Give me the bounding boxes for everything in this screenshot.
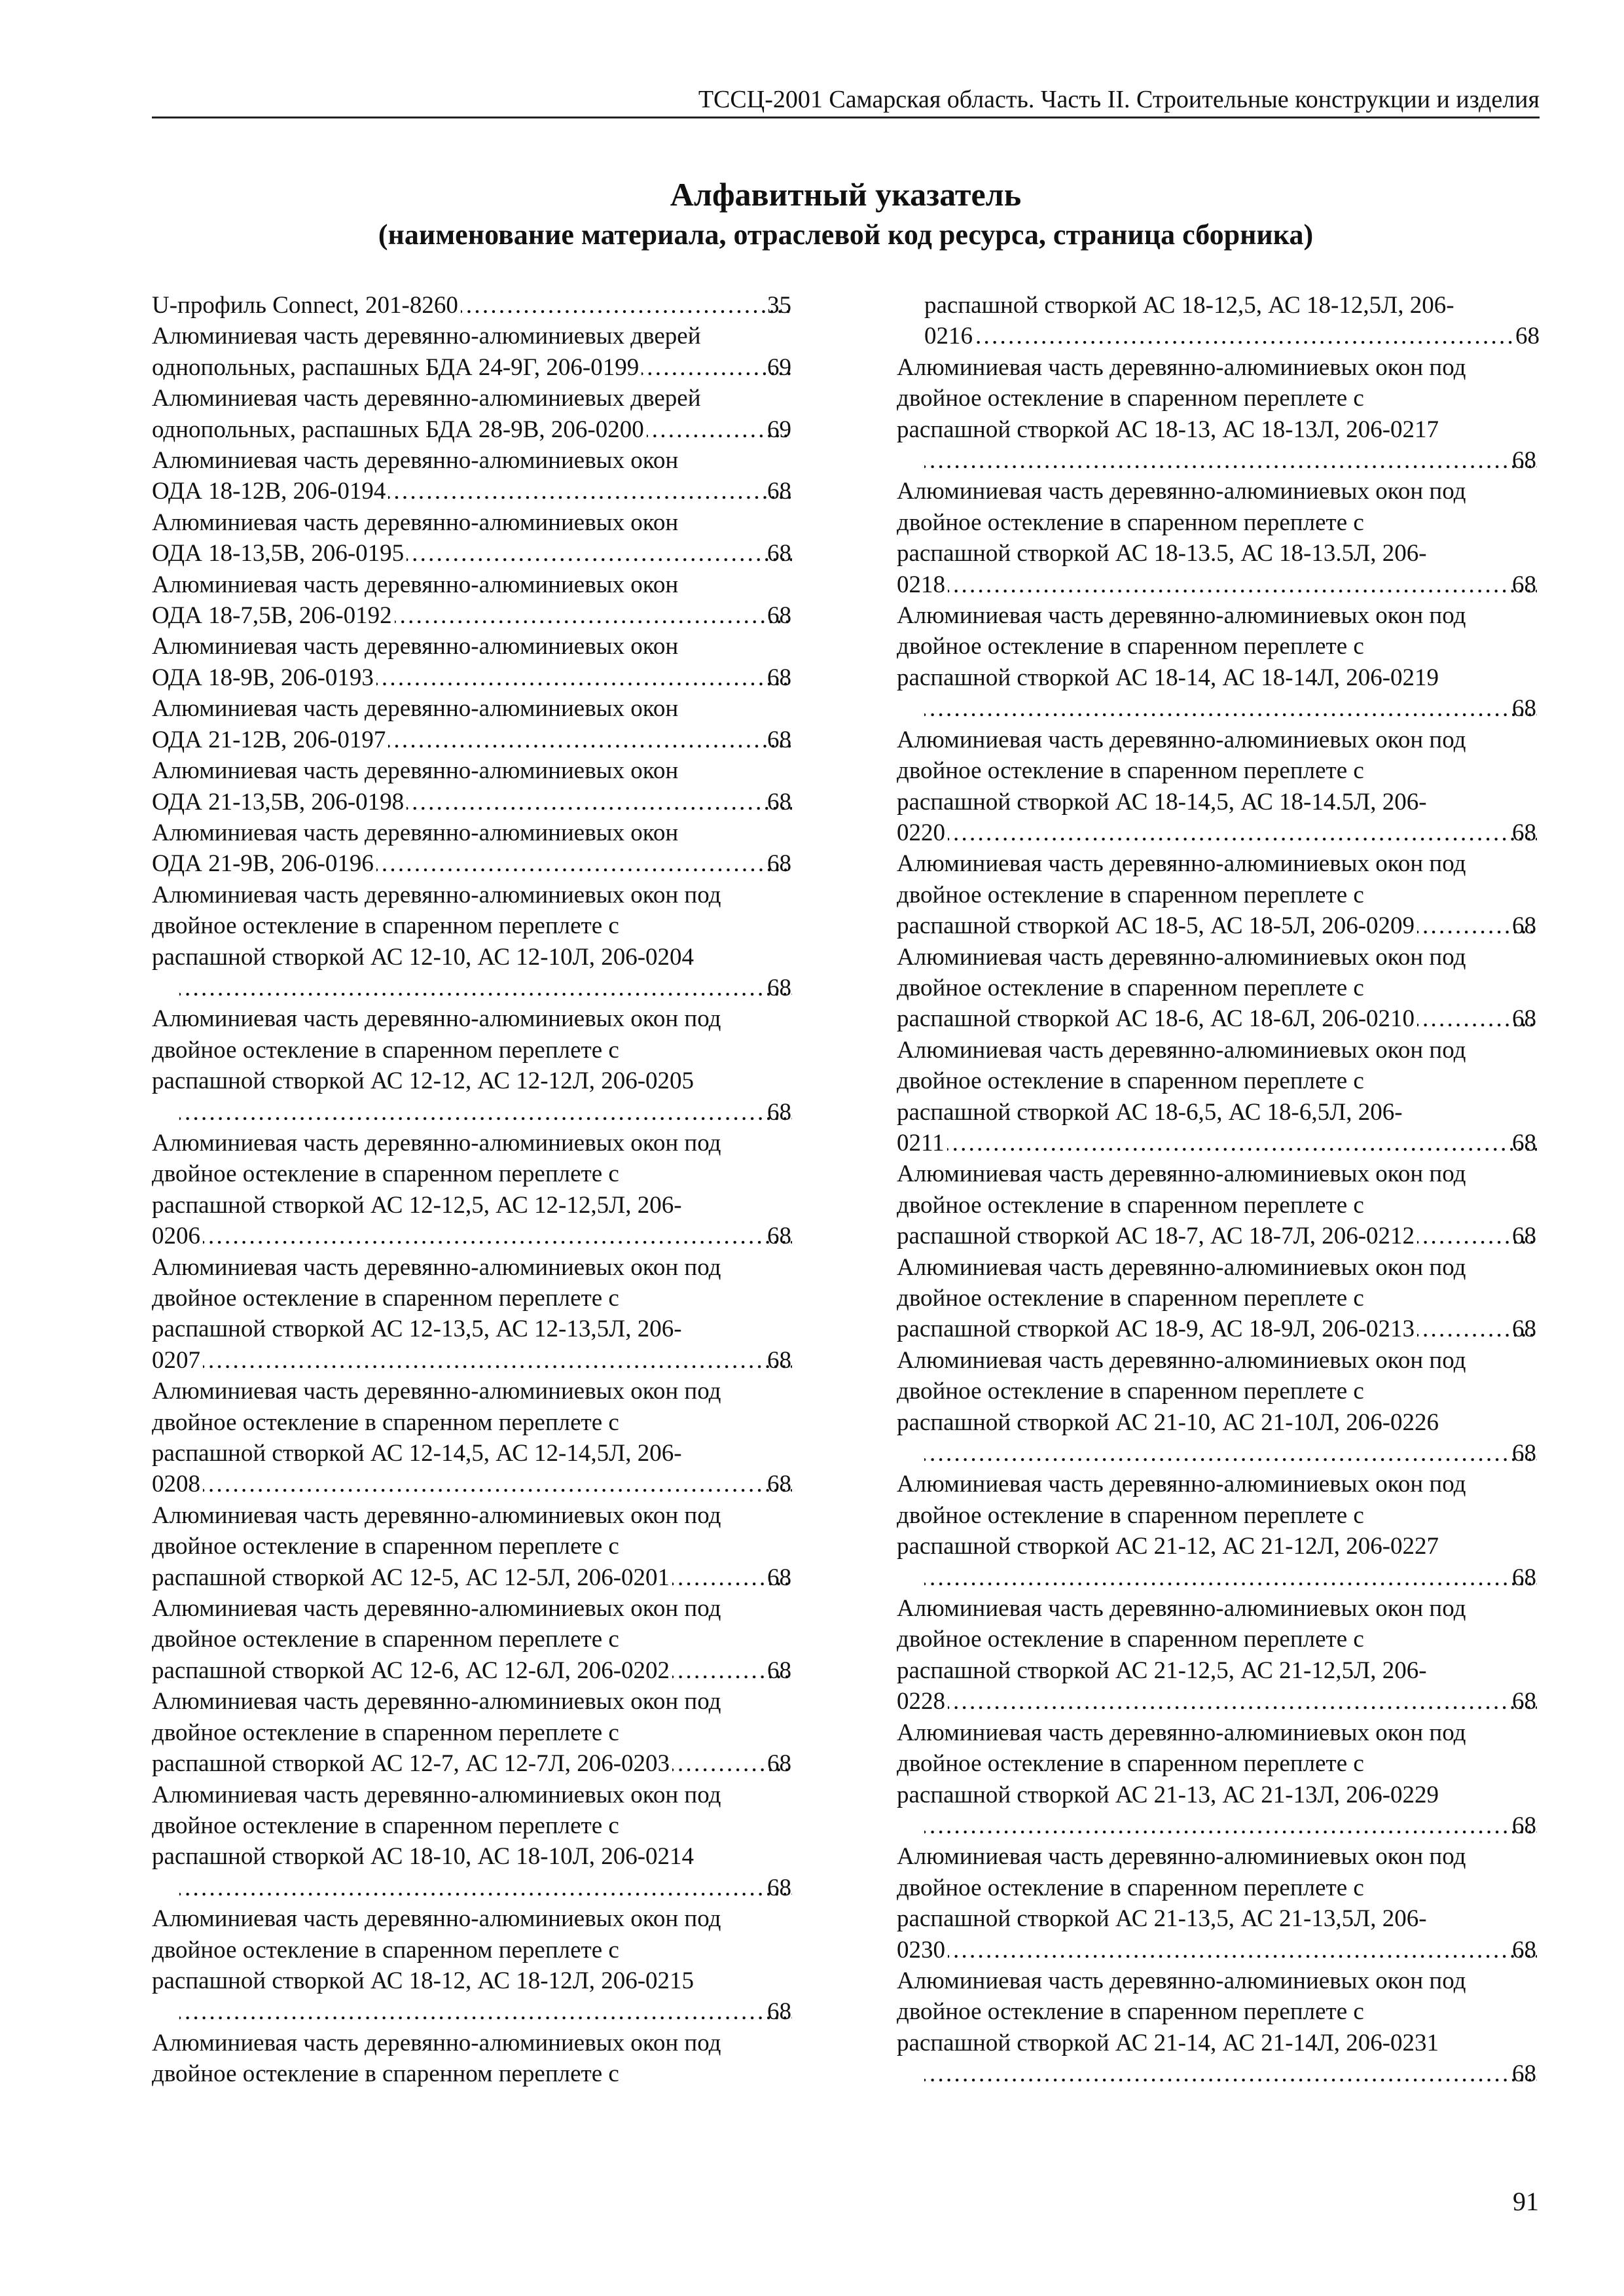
entry-leader-line: однопольных, распашных БДА 28-9В, 206-0200 . . . 69	[179, 414, 795, 445]
entry-text: ОДА 21-13,5В, 206-0198	[152, 788, 405, 816]
entry-text: распашной створкой АС 18-6, АС 18-6Л, 206-0210	[897, 1005, 1415, 1033]
index-entry	[897, 1252, 1540, 1345]
entry-leader-line: 0228 . . . 68	[924, 1686, 1540, 1717]
dot-leader	[948, 569, 1537, 600]
entry-text: распашной створкой АС 18-7, АС 18-7Л, 206-0212	[897, 1223, 1415, 1250]
dot-leader	[388, 725, 792, 755]
index-column-right	[897, 290, 1540, 2090]
dot-leader	[179, 1097, 792, 1128]
entry-leader-line: распашной створкой АС 18-7, АС 18-7Л, 206-0212 . . . 68	[924, 1221, 1540, 1251]
dot-leader	[975, 321, 1513, 351]
entry-line: Алюминиевая часть деревянно-алюминиевых окон под	[152, 881, 721, 908]
dot-leader	[948, 817, 1537, 848]
entry-line: распашной створкой АС 18-10, АС 18-10Л, 206-0214	[152, 1843, 695, 1871]
entry-line: распашной створкой АС 12-10, АС 12-10Л, 206-0204	[152, 943, 695, 971]
entry-line: Алюминиевая часть деревянно-алюминиевых окон	[152, 757, 679, 785]
dot-leader	[924, 1562, 1537, 1593]
entry-line: Алюминиевая часть деревянно-алюминиевых дверей	[152, 323, 701, 350]
index-entry	[152, 445, 795, 507]
entry-text: 0230	[897, 1936, 945, 1964]
entry-leader-line: распашной створкой АС 18-5, АС 18-5Л, 206-0209 . . . 68	[924, 910, 1540, 941]
entry-line: двойное остекление в спаренном переплете с	[152, 1719, 619, 1746]
dot-leader	[948, 1686, 1537, 1717]
dot-leader	[376, 662, 792, 693]
entry-line: двойное остекление в спаренном переплете с	[152, 912, 619, 940]
index-entry	[897, 352, 1540, 476]
entry-leader-line: . . . 68	[179, 1873, 795, 1903]
entry-text: 0211	[897, 1129, 945, 1157]
entry-leader-line: ОДА 21-12В, 206-0197 . . . 68	[179, 725, 795, 755]
entry-leader-line: распашной створкой АС 12-7, АС 12-7Л, 206-0203 . . . 68	[179, 1748, 795, 1779]
entry-line: Алюминиевая часть деревянно-алюминиевых окон под	[897, 850, 1466, 878]
entry-line: Алюминиевая часть деревянно-алюминиевых окон под	[897, 726, 1466, 753]
entry-line: распашной створкой АС 21-14, АС 21-14Л, 206-0231	[897, 2029, 1439, 2056]
index-entry	[152, 1780, 795, 1904]
entry-line: Алюминиевая часть деревянно-алюминиевых окон под	[897, 478, 1466, 505]
dot-leader	[924, 693, 1537, 724]
entry-leader-line: . . . 68	[179, 973, 795, 1003]
dot-leader	[179, 1996, 792, 2027]
entry-line: двойное остекление в спаренном переплете с	[897, 1285, 1364, 1312]
entry-line: распашной створкой АС 12-12, АС 12-12Л, 206-0205	[152, 1067, 695, 1095]
index-entry	[897, 1593, 1540, 1717]
index-entry	[897, 1469, 1540, 1593]
entry-line: двойное остекление в спаренном переплете с	[897, 881, 1364, 908]
entry-line: двойное остекление в спаренном переплете с	[152, 1285, 619, 1312]
index-title: Алфавитный указатель	[670, 176, 1022, 213]
index-entry	[152, 1686, 795, 1779]
entry-text: распашной створкой АС 18-5, АС 18-5Л, 206-0209	[897, 912, 1415, 940]
entry-text: 0218	[897, 571, 945, 598]
index-entry	[897, 848, 1540, 941]
entry-text: U-профиль Connect, 201-8260	[152, 292, 458, 319]
entry-line: Алюминиевая часть деревянно-алюминиевых окон под	[152, 1688, 721, 1715]
page-number: 91	[1513, 2187, 1539, 2216]
entry-leader-line: ОДА 18-13,5В, 206-0195 . . . 68	[179, 538, 795, 569]
entry-leader-line: 0230 . . . 68	[924, 1935, 1540, 1965]
entry-text: ОДА 18-13,5В, 206-0195	[152, 540, 405, 567]
dot-leader	[948, 1935, 1537, 1965]
entry-line: распашной створкой АС 18-13, АС 18-13Л, 206-0217	[897, 416, 1439, 443]
entry-line: распашной створкой АС 21-13,5, АС 21-13,5Л, 206-	[897, 1905, 1427, 1933]
entry-line: Алюминиевая часть деревянно-алюминиевых окон под	[897, 1843, 1466, 1871]
index-entry	[897, 942, 1540, 1035]
index-entry	[897, 1717, 1540, 1842]
entry-line: Алюминиевая часть деревянно-алюминиевых окон под	[897, 1967, 1466, 1994]
index-entry	[152, 880, 795, 1004]
entry-line: двойное остекление в спаренном переплете с	[897, 1501, 1364, 1529]
entry-line: двойное остекление в спаренном переплете с	[152, 1036, 619, 1064]
index-title-block	[152, 173, 1540, 255]
entry-text: ОДА 18-7,5В, 206-0192	[152, 602, 392, 630]
dot-leader	[947, 1128, 1537, 1158]
entry-text: 0220	[897, 819, 945, 846]
entry-line: Алюминиевая часть деревянно-алюминиевых окон под	[152, 1005, 721, 1033]
index-entry	[152, 631, 795, 693]
entry-line: Алюминиевая часть деревянно-алюминиевых окон	[152, 447, 679, 475]
entry-line: двойное остекление в спаренном переплете с	[152, 1533, 619, 1560]
index-subtitle: (наименование материала, отраслевой код ресурса, страница сборника)	[378, 219, 1314, 251]
entry-line: распашной створкой АС 18-12, АС 18-12Л, 206-0215	[152, 1967, 695, 1994]
entry-line: двойное остекление в спаренном переплете с	[897, 1998, 1364, 2026]
index-column-left	[152, 290, 795, 2090]
entry-line: Алюминиевая часть деревянно-алюминиевых окон под	[152, 1501, 721, 1529]
entry-line: Алюминиевая часть деревянно-алюминиевых окон	[152, 695, 679, 723]
index-entry	[152, 290, 795, 321]
dot-leader	[406, 787, 792, 817]
entry-text: распашной створкой АС 12-7, АС 12-7Л, 206-0203	[152, 1750, 670, 1778]
dot-leader	[924, 1438, 1537, 1469]
entry-line: распашной створкой АС 18-6,5, АС 18-6,5Л, 206-	[897, 1098, 1403, 1126]
index-entry	[152, 321, 795, 383]
entry-text: 0206	[152, 1223, 200, 1250]
entry-page-number: 68	[1515, 323, 1540, 350]
index-entry	[897, 1158, 1540, 1251]
index-entry	[152, 1376, 795, 1500]
entry-text: распашной створкой АС 18-9, АС 18-9Л, 206-0213	[897, 1316, 1415, 1343]
entry-leader-line: . . . 68	[924, 693, 1540, 724]
entry-text: распашной створкой АС 12-6, АС 12-6Л, 206-0202	[152, 1657, 670, 1684]
entry-line: двойное остекление в спаренном переплете с	[897, 974, 1364, 1001]
entry-line: двойное остекление в спаренном переплете с	[897, 633, 1364, 660]
entry-line: Алюминиевая часть деревянно-алюминиевых окон под	[897, 1160, 1466, 1188]
entry-line: двойное остекление в спаренном переплете с	[897, 385, 1364, 412]
entry-line: Алюминиевая часть деревянно-алюминиевых окон	[152, 633, 679, 660]
index-entry	[897, 1841, 1540, 1965]
entry-leader-line: ОДА 18-9В, 206-0193 . . . 68	[179, 662, 795, 693]
entry-line: двойное остекление в спаренном переплете с	[152, 1408, 619, 1436]
entry-text: 0208	[152, 1471, 200, 1498]
entry-leader-line: 0206 . . . 68	[179, 1221, 795, 1251]
entry-line: двойное остекление в спаренном переплете с	[152, 1160, 619, 1188]
entry-line: Алюминиевая часть деревянно-алюминиевых дверей	[152, 385, 701, 412]
index-entry	[897, 600, 1540, 725]
dot-leader	[203, 1221, 792, 1251]
entry-line: Алюминиевая часть деревянно-алюминиевых окон	[152, 819, 679, 846]
entry-leader-line: . . . 68	[179, 1097, 795, 1128]
entry-leader-line: распашной створкой АС 12-5, АС 12-5Л, 206-0201 . . . 68	[179, 1562, 795, 1593]
index-entry	[152, 2028, 795, 2090]
entry-line: двойное остекление в спаренном переплете с	[897, 1750, 1364, 1778]
entry-text: однопольных, распашных БДА 28-9В, 206-0200	[152, 416, 644, 443]
index-entry	[152, 817, 795, 880]
entry-text: ОДА 18-9В, 206-0193	[152, 664, 374, 691]
entry-leader-line: . . . 68	[924, 1810, 1540, 1841]
index-entry	[897, 725, 1540, 849]
entry-line: распашной створкой АС 21-13, АС 21-13Л, 206-0229	[897, 1781, 1439, 1808]
dot-leader	[461, 290, 792, 321]
entry-line: Алюминиевая часть деревянно-алюминиевых окон под	[152, 1595, 721, 1623]
entry-line: двойное остекление в спаренном переплете с	[152, 2060, 619, 2088]
entry-line: двойное остекление в спаренном переплете с	[897, 1191, 1364, 1219]
entry-line: двойное остекление в спаренном переплете с	[897, 1378, 1364, 1405]
entry-leader-line: U-профиль Connect, 201-8260 . . . 35	[179, 290, 795, 321]
entry-line: Алюминиевая часть деревянно-алюминиевых окон под	[897, 353, 1466, 381]
entry-line: Алюминиевая часть деревянно-алюминиевых окон под	[897, 943, 1466, 971]
index-entry	[897, 1345, 1540, 1469]
dot-leader	[203, 1345, 792, 1376]
entry-leader-line: 0208 . . . 68	[179, 1469, 795, 1499]
entry-text: ОДА 21-12В, 206-0197	[152, 726, 386, 753]
entry-line: Алюминиевая часть деревянно-алюминиевых окон под	[152, 1905, 721, 1933]
index-entry	[897, 290, 1540, 352]
entry-text: однопольных, распашных БДА 24-9Г, 206-0199	[152, 353, 640, 381]
entry-leader-line: распашной створкой АС 18-6, АС 18-6Л, 206-0210 . . . 68	[924, 1003, 1540, 1034]
entry-line: двойное остекление в спаренном переплете с	[152, 1626, 619, 1653]
dot-leader	[179, 1873, 792, 1903]
entry-line: Алюминиевая часть деревянно-алюминиевых окон	[152, 509, 679, 536]
entry-line: Алюминиевая часть деревянно-алюминиевых окон под	[897, 1719, 1466, 1746]
entry-leader-line: . . . 68	[924, 445, 1540, 476]
entry-line: Алюминиевая часть деревянно-алюминиевых окон под	[897, 1595, 1466, 1623]
entry-leader-line: ОДА 21-9В, 206-0196 . . . 68	[179, 848, 795, 879]
entry-line: распашной створкой АС 18-14, АС 18-14Л, 206-0219	[897, 664, 1439, 691]
entry-leader-line: ОДА 21-13,5В, 206-0198 . . . 68	[179, 787, 795, 817]
dot-leader	[924, 445, 1537, 476]
entry-line: распашной створкой АС 12-13,5, АС 12-13,5Л, 206-	[152, 1316, 682, 1343]
entry-line: двойное остекление в спаренном переплете с	[897, 1626, 1364, 1653]
entry-leader-line: . . . 68	[924, 1562, 1540, 1593]
entry-line: распашной створкой АС 12-14,5, АС 12-14,5Л, 206-	[152, 1440, 682, 1467]
entry-leader-line: ОДА 18-12В, 206-0194 . . . 68	[179, 476, 795, 507]
entry-leader-line: 0211 . . . 68	[924, 1128, 1540, 1158]
entry-leader-line: 0220 . . . 68	[924, 817, 1540, 848]
entry-text: 0207	[152, 1346, 200, 1374]
index-entry	[897, 1035, 1540, 1159]
index-entry	[152, 755, 795, 817]
entry-leader-line: распашной створкой АС 18-9, АС 18-9Л, 206-0213 . . . 68	[924, 1314, 1540, 1344]
entry-text: 0216	[924, 323, 973, 350]
index-entry	[152, 1903, 795, 2028]
dot-leader	[924, 2058, 1537, 2089]
entry-leader-line: 0207 . . . 68	[179, 1345, 795, 1376]
entry-leader-line	[924, 321, 1540, 351]
dot-leader	[203, 1469, 792, 1499]
entry-line: двойное остекление в спаренном переплете с	[897, 757, 1364, 785]
entry-leader-line: . . . 68	[179, 1996, 795, 2027]
index-entry	[152, 693, 795, 755]
index-entry	[152, 1252, 795, 1376]
dot-leader	[179, 973, 792, 1003]
dot-leader	[406, 538, 792, 569]
dot-leader	[376, 848, 792, 879]
entry-text: ОДА 18-12В, 206-0194	[152, 478, 386, 505]
entry-leader-line: 0218 . . . 68	[924, 569, 1540, 600]
dot-leader	[388, 476, 792, 507]
entry-text: ОДА 21-9В, 206-0196	[152, 850, 374, 878]
running-title: ТССЦ-2001 Самарская область. Часть II. Строительные конструкции и изделия	[698, 86, 1540, 113]
entry-leader-line: . . . 68	[924, 2058, 1540, 2089]
entry-line: распашной створкой АС 12-12,5, АС 12-12,5Л, 206-	[152, 1191, 682, 1219]
running-header	[152, 84, 1540, 118]
index-entry	[152, 383, 795, 445]
index-entry	[897, 476, 1540, 600]
entry-line: двойное остекление в спаренном переплете с	[152, 1812, 619, 1839]
entry-line: Алюминиевая часть деревянно-алюминиевых окон под	[152, 2029, 721, 2056]
entry-line: Алюминиевая часть деревянно-алюминиевых окон под	[897, 1036, 1466, 1064]
entry-line: распашной створкой АС 21-10, АС 21-10Л, 206-0226	[897, 1408, 1439, 1436]
dot-leader	[395, 600, 792, 631]
index-entry	[152, 1593, 795, 1686]
entry-line: Алюминиевая часть деревянно-алюминиевых окон под	[897, 1346, 1466, 1374]
entry-line: Алюминиевая часть деревянно-алюминиевых окон	[152, 571, 679, 598]
entry-leader-line: однопольных, распашных БДА 24-9Г, 206-0199 . . . 69	[179, 352, 795, 383]
index-entry	[152, 1128, 795, 1252]
entry-line: Алюминиевая часть деревянно-алюминиевых окон под	[152, 1129, 721, 1157]
entry-line: двойное остекление в спаренном переплете с	[897, 1067, 1364, 1095]
entry-leader-line: ОДА 18-7,5В, 206-0192 . . . 68	[179, 600, 795, 631]
dot-leader	[924, 1810, 1537, 1841]
entry-leader-line: . . . 68	[924, 1438, 1540, 1469]
entry-line: двойное остекление в спаренном переплете с	[897, 509, 1364, 536]
entry-line: Алюминиевая часть деревянно-алюминиевых окон под	[152, 1378, 721, 1405]
entry-line: распашной створкой АС 18-12,5, АС 18-12,5Л, 206-	[924, 292, 1454, 319]
entry-line: Алюминиевая часть деревянно-алюминиевых окон под	[897, 1471, 1466, 1498]
entry-line: распашной створкой АС 18-13.5, АС 18-13.5Л, 206-	[897, 540, 1427, 567]
entry-leader-line: распашной створкой АС 12-6, АС 12-6Л, 206-0202 . . . 68	[179, 1655, 795, 1686]
entry-line: двойное остекление в спаренном переплете с	[152, 1936, 619, 1964]
index-entry	[152, 1500, 795, 1593]
entry-line: Алюминиевая часть деревянно-алюминиевых окон под	[897, 1253, 1466, 1281]
index-entry	[897, 1965, 1540, 2090]
entry-line: распашной створкой АС 21-12, АС 21-12Л, 206-0227	[897, 1533, 1439, 1560]
entry-text: 0228	[897, 1688, 945, 1715]
entry-line: Алюминиевая часть деревянно-алюминиевых окон под	[897, 602, 1466, 630]
index-entry	[152, 507, 795, 569]
entry-line: Алюминиевая часть деревянно-алюминиевых окон под	[152, 1253, 721, 1281]
index-entry	[152, 569, 795, 632]
entry-line: двойное остекление в спаренном переплете с	[897, 1874, 1364, 1901]
entry-text: распашной створкой АС 12-5, АС 12-5Л, 206-0201	[152, 1564, 670, 1591]
entry-line: распашной створкой АС 18-14,5, АС 18-14.5Л, 206-	[897, 788, 1427, 816]
index-entry	[152, 1003, 795, 1128]
entry-line: распашной створкой АС 21-12,5, АС 21-12,5Л, 206-	[897, 1657, 1427, 1684]
entry-line: Алюминиевая часть деревянно-алюминиевых окон под	[152, 1781, 721, 1808]
